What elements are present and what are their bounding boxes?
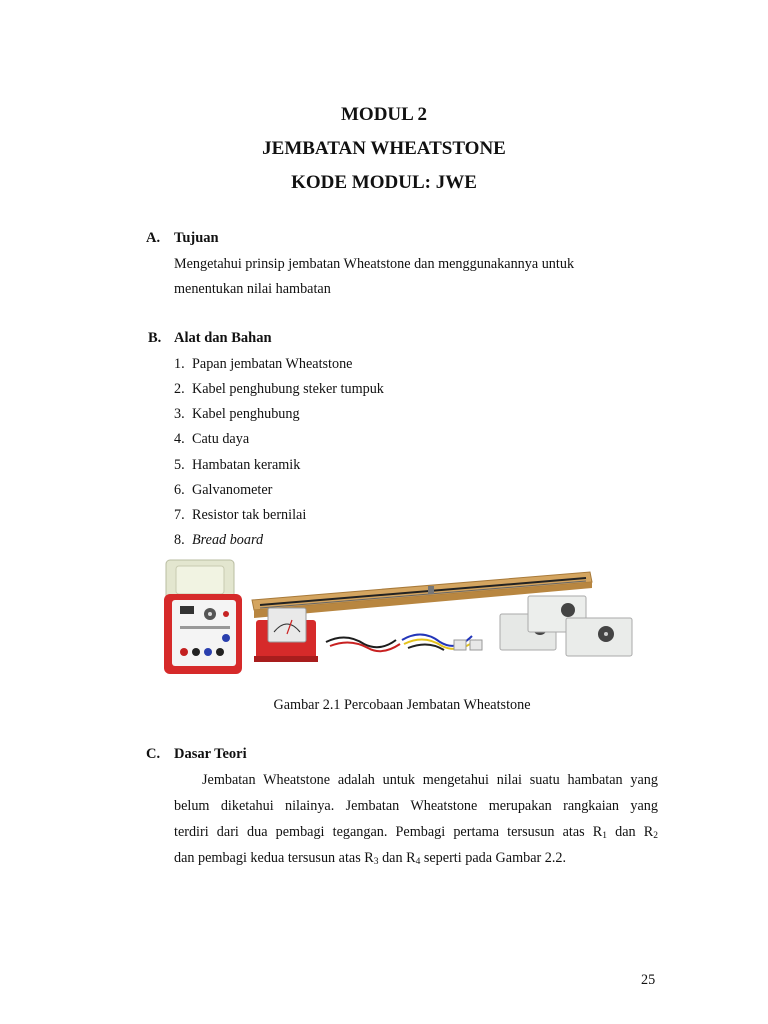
list-item: Kabel penghubung xyxy=(192,406,300,422)
list-item-number: 8. xyxy=(174,532,185,548)
section-a-text-line2: menentukan nilai hambatan xyxy=(174,281,331,297)
section-b-heading: Alat dan Bahan xyxy=(174,330,272,346)
power-supply-illustration xyxy=(164,560,242,674)
section-c-text-line4: dan pembagi kedua tersusun atas $R_3$ dan $R_4$ seperti pada Gambar 2.2. xyxy=(174,850,567,867)
section-a-heading: Tujuan xyxy=(174,230,219,246)
module-code: KODE MODUL: JWE xyxy=(291,172,477,193)
list-item: Resistor tak bernilai xyxy=(192,507,307,523)
section-c-text-line2: belum diketahui nilainya. Jembatan Wheatstone merupakan rangkaian yang xyxy=(174,798,658,814)
list-item-number: 2. xyxy=(174,381,185,397)
section-a-text-line1: Mengetahui prinsip jembatan Wheatstone dan menggunakannya untuk xyxy=(174,256,575,272)
list-item-number: 7. xyxy=(174,507,185,523)
section-c-text-line1: Jembatan Wheatstone adalah untuk mengetahui nilai suatu hambatan yang xyxy=(202,772,658,788)
list-item-number: 3. xyxy=(174,406,185,422)
section-c-text-line3: terdiri dari dua pembagi tegangan. Pembagi pertama tersusun atas $R_1$ dan $R_2$ xyxy=(174,824,658,841)
list-item: Catu daya xyxy=(192,431,250,447)
figure-caption: Gambar 2.1 Percobaan Jembatan Wheatstone xyxy=(273,697,531,713)
list-item: Hambatan keramik xyxy=(192,457,301,473)
list-item-number: 1. xyxy=(174,356,185,372)
module-title: JEMBATAN WHEATSTONE xyxy=(262,138,506,159)
equipment-photo xyxy=(150,556,640,680)
module-number: MODUL 2 xyxy=(340,104,428,125)
list-item-number: 5. xyxy=(174,457,185,473)
connector-illustration xyxy=(454,640,466,650)
section-c-heading: Dasar Teori xyxy=(174,746,247,762)
section-a-marker: A. xyxy=(146,230,161,246)
page-number: 25 xyxy=(641,972,656,988)
list-item-number: 4. xyxy=(174,431,185,447)
connector-illustration xyxy=(470,640,482,650)
list-item: Kabel penghubung steker tumpuk xyxy=(192,381,384,397)
list-item-number: 6. xyxy=(174,482,185,498)
section-c-marker: C. xyxy=(146,746,161,762)
resistor-boxes-illustration xyxy=(500,596,632,656)
list-item: Bread board xyxy=(192,532,264,548)
list-item: Papan jembatan Wheatstone xyxy=(192,356,353,372)
list-item: Galvanometer xyxy=(192,482,273,498)
section-b-marker: B. xyxy=(148,330,162,346)
